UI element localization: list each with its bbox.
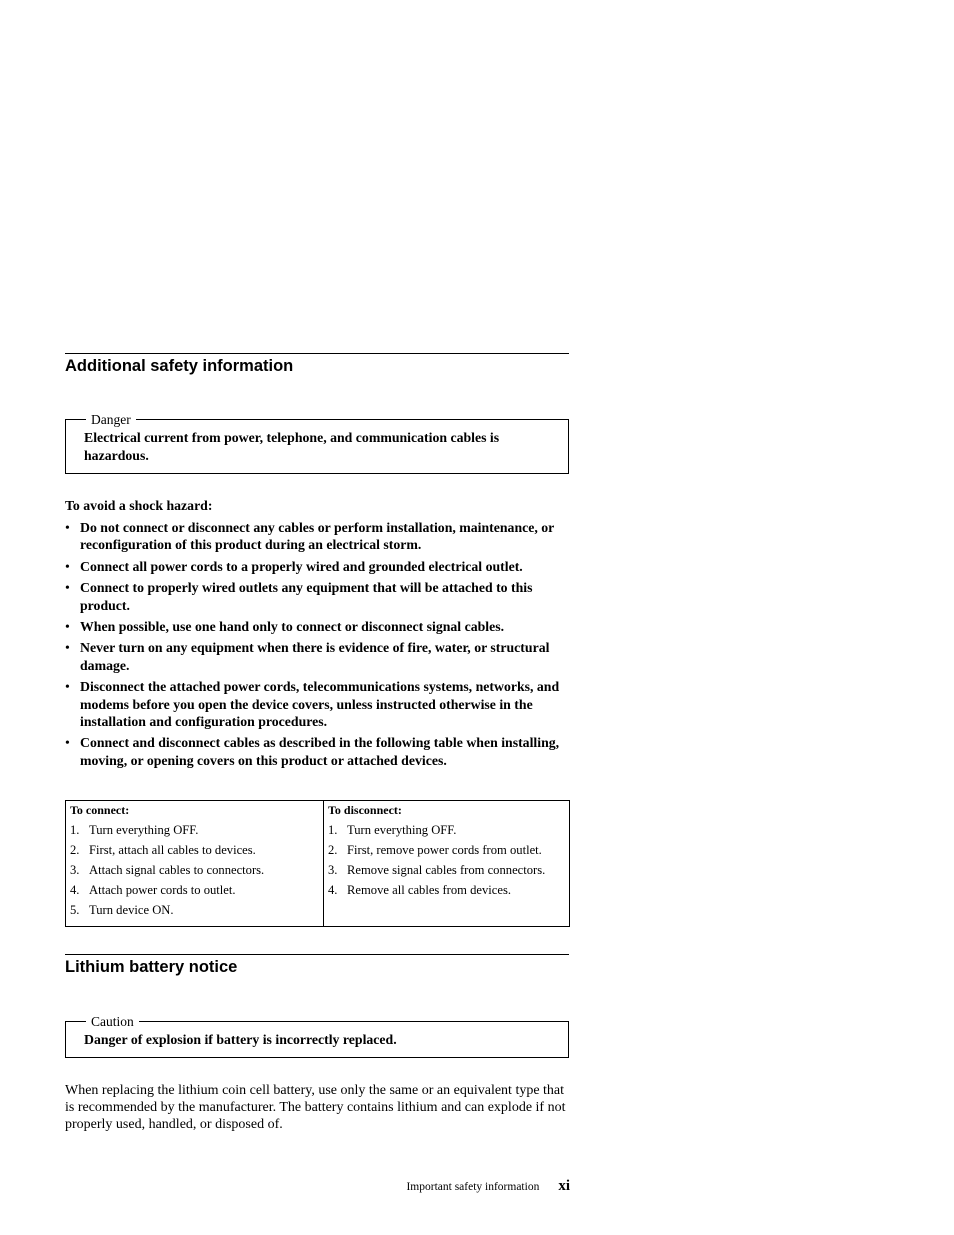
page-footer	[395, 1178, 570, 1195]
list-item	[70, 820, 319, 840]
list-item	[70, 880, 319, 900]
step-text: First, attach all cables to devices.	[89, 843, 256, 857]
connect-steps	[70, 820, 319, 920]
step-text: First, remove power cords from outlet.	[347, 843, 542, 857]
list-item: • Connect to properly wired outlets any equipment that will be attached to this product.	[65, 579, 575, 614]
shock-hazard-intro: To avoid a shock hazard:	[65, 498, 213, 513]
list-item: • When possible, use one hand only to connect or disconnect signal cables.	[65, 618, 575, 635]
caution-notice-box	[65, 1014, 569, 1058]
caution-notice-text: Danger of explosion if battery is incorrectly replaced.	[84, 1032, 397, 1047]
danger-notice-label: Danger	[86, 411, 136, 428]
list-item: • Do not connect or disconnect any cables or perform installation, maintenance, or reconfiguration of this product during an electrical storm.	[65, 519, 575, 554]
step-text: Turn device ON.	[89, 903, 174, 917]
list-item	[328, 880, 565, 900]
caution-notice-label: Caution	[86, 1013, 139, 1030]
list-item	[70, 840, 319, 860]
page-number: xi	[558, 1178, 570, 1194]
disconnect-steps	[328, 820, 565, 900]
danger-notice-box	[65, 412, 569, 474]
list-item	[328, 840, 565, 860]
step-text: Remove all cables from devices.	[347, 883, 512, 897]
step-number: 1.	[70, 823, 80, 837]
table-row	[66, 801, 570, 927]
section-heading-lithium-battery: Lithium battery notice	[65, 958, 238, 976]
section-rule	[65, 954, 569, 955]
step-number: 3.	[328, 863, 338, 877]
connect-column	[66, 801, 324, 927]
list-item	[328, 860, 565, 880]
step-number: 1.	[328, 823, 338, 837]
list-item	[70, 900, 319, 920]
step-text: Attach power cords to outlet.	[89, 883, 236, 897]
shock-hazard-list	[65, 519, 575, 773]
step-number: 4.	[328, 883, 338, 897]
list-item	[70, 860, 319, 880]
list-item: • Connect and disconnect cables as described in the following table when installing, moving, or opening covers on this product or attached devices.	[65, 734, 575, 769]
footer-section-title: Important safety information	[406, 1181, 540, 1193]
step-number: 2.	[328, 843, 338, 857]
list-item: • Connect all power cords to a properly wired and grounded electrical outlet.	[65, 558, 575, 575]
lithium-battery-paragraph: When replacing the lithium coin cell battery, use only the same or an equivalent type that is recommended by the manufacturer. The battery contains lithium and can explode if not properly used, handled, or disposed of.	[65, 1083, 566, 1132]
connect-disconnect-table	[65, 800, 570, 927]
section-rule	[65, 353, 569, 354]
step-text: Attach signal cables to connectors.	[89, 863, 265, 877]
step-text: Remove signal cables from connectors.	[347, 863, 546, 877]
step-text: Turn everything OFF.	[347, 823, 457, 837]
step-number: 2.	[70, 843, 80, 857]
step-number: 3.	[70, 863, 80, 877]
step-number: 4.	[70, 883, 80, 897]
list-item	[328, 820, 565, 840]
danger-notice-text: Electrical current from power, telephone, and communication cables is hazardous.	[84, 430, 500, 463]
section-heading-additional-safety: Additional safety information	[65, 357, 294, 375]
list-item: • Disconnect the attached power cords, telecommunications systems, networks, and modems before you open the device covers, unless instructed otherwise in the installation and configuration procedures.	[65, 678, 575, 730]
step-text: Turn everything OFF.	[89, 823, 199, 837]
disconnect-column	[324, 801, 570, 927]
list-item: • Never turn on any equipment when there is evidence of fire, water, or structural damage.	[65, 639, 575, 674]
disconnect-header: To disconnect:	[328, 803, 402, 817]
connect-header: To connect:	[70, 803, 130, 817]
step-number: 5.	[70, 903, 80, 917]
